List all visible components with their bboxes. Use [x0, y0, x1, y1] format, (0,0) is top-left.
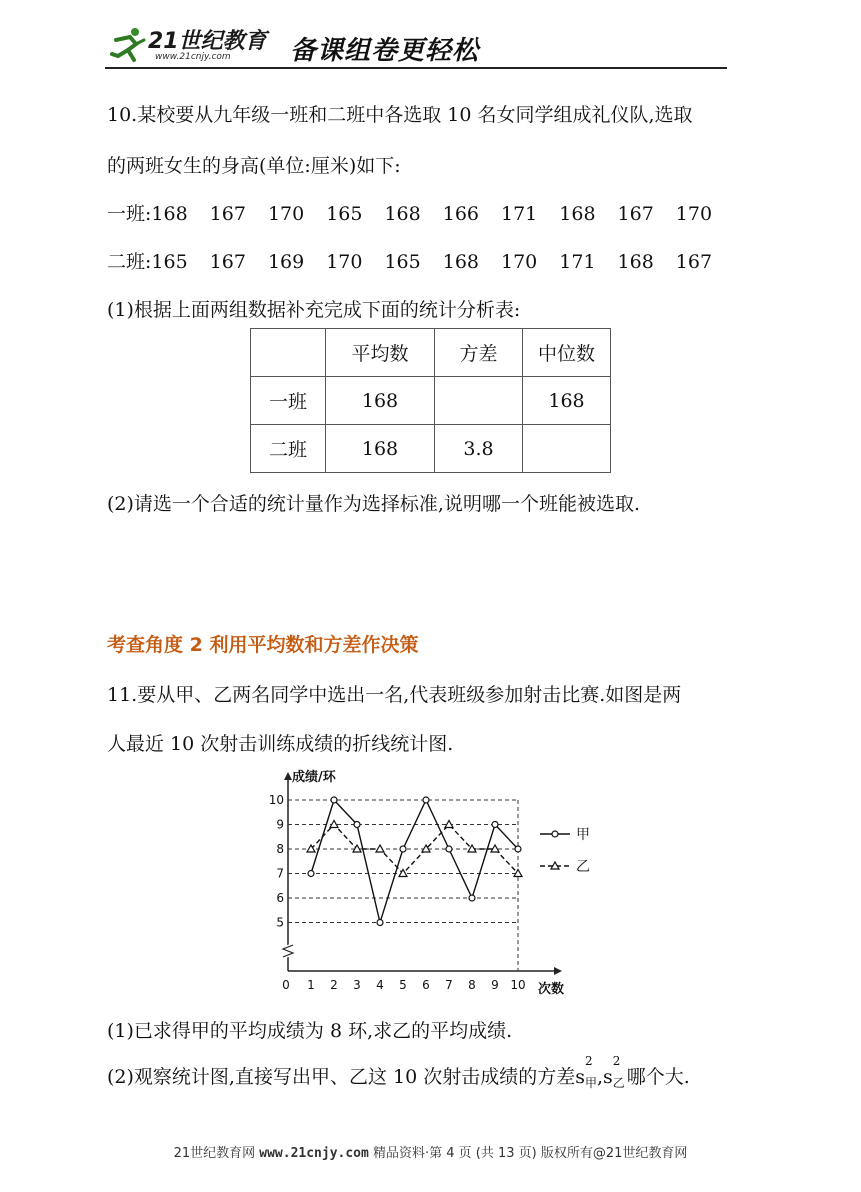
- superscript: 2: [584, 1054, 593, 1068]
- class1-label: 一班:: [107, 203, 152, 225]
- class1-heights: [107, 199, 734, 226]
- legend-label: 甲: [576, 827, 590, 843]
- table-cell: [435, 377, 523, 425]
- value: 170: [675, 203, 713, 225]
- value: 170: [326, 251, 363, 273]
- q10-part2: (2)请选一个合适的统计量作为选择标准,说明哪一个班能被选取.: [107, 493, 640, 515]
- x-axis-arrow: [554, 967, 562, 975]
- stats-table: [250, 328, 611, 473]
- data-point-jia: [308, 871, 314, 877]
- value: 165: [384, 251, 421, 273]
- slogan: 备课组卷更轻松: [290, 36, 480, 66]
- y-tick-label: 9: [276, 817, 284, 832]
- value: 168: [151, 203, 188, 225]
- table-cell: 168: [326, 377, 435, 425]
- value: 169: [267, 251, 305, 273]
- table-cell: 3.8: [435, 425, 523, 473]
- data-point-jia: [492, 822, 498, 828]
- q11-line1: 11.要从甲、乙两名同学中选出一名,代表班级参加射击比赛.如图是两: [107, 684, 682, 706]
- brand-name: 21世纪教育: [148, 29, 267, 54]
- value: 168: [617, 251, 654, 273]
- section-heading: 考查角度 2 利用平均数和方差作决策: [107, 634, 419, 656]
- q11-part1: (1)已求得甲的平均成绩为 8 环,求乙的平均成绩.: [107, 1020, 513, 1042]
- table-header-row: [251, 329, 611, 377]
- y-tick-label: 6: [276, 891, 284, 905]
- table-header-mean: 平均数: [326, 329, 435, 377]
- data-point-jia: [354, 822, 360, 828]
- data-point-jia: [446, 846, 452, 852]
- q11-line2: 人最近 10 次射击训练成绩的折线统计图.: [107, 733, 454, 755]
- table-cell: 168: [326, 425, 435, 473]
- q10-line2: 的两班女生的身高(单位:厘米)如下:: [107, 155, 401, 177]
- data-point-jia: [469, 895, 475, 901]
- value: 171: [501, 203, 538, 225]
- y-tick-label: 10: [268, 793, 284, 807]
- table-cell: 二班: [251, 425, 326, 473]
- x-tick-label: 7: [445, 978, 453, 992]
- table-header-variance: 方差: [435, 329, 523, 377]
- q11-part2-text: (2)观察统计图,直接写出甲、乙这 10 次射击成绩的方差s: [107, 1066, 585, 1088]
- data-point-jia: [423, 797, 429, 803]
- value: 167: [675, 251, 713, 273]
- data-point-jia: [515, 846, 521, 852]
- footer-prefix: 21世纪教育网: [173, 1146, 260, 1161]
- x-tick-label: 1: [307, 978, 315, 992]
- class2-label: 二班:: [107, 251, 152, 273]
- table-cell: 168: [523, 377, 611, 425]
- x-tick-label: 3: [353, 978, 361, 992]
- q11-part2-end: 哪个大.: [626, 1066, 690, 1088]
- footer-url[interactable]: www.21cnjy.com: [259, 1146, 369, 1161]
- value: 171: [559, 251, 596, 273]
- value: 168: [559, 203, 596, 225]
- data-point-jia: [377, 920, 383, 926]
- value: 168: [442, 251, 479, 273]
- legend-label: 乙: [576, 859, 590, 875]
- value: 167: [209, 251, 246, 273]
- x-tick-label: 8: [468, 978, 476, 992]
- value: 165: [151, 251, 188, 273]
- data-point-jia: [400, 846, 406, 852]
- value: 166: [442, 203, 479, 225]
- x-axis-title: 次数: [538, 982, 565, 997]
- table-header-median: 中位数: [523, 329, 611, 377]
- table-row: [251, 425, 611, 473]
- legend-marker: [552, 831, 558, 837]
- x-tick-label: 5: [399, 978, 407, 992]
- table-cell: [251, 329, 326, 377]
- runner-logo-icon: [108, 26, 148, 66]
- x-tick-label: 6: [422, 978, 430, 992]
- footer-suffix: 精品资料·第 4 页 (共 13 页) 版权所有@21世纪教育网: [368, 1146, 688, 1161]
- y-tick-label: 5: [276, 915, 284, 930]
- y-tick-label: 8: [276, 842, 284, 856]
- y-axis-arrow: [284, 772, 292, 780]
- value: 168: [384, 203, 421, 225]
- separator: ,s: [596, 1066, 613, 1088]
- table-cell: 一班: [251, 377, 326, 425]
- value: 170: [267, 203, 305, 225]
- q10-line1: 10.某校要从九年级一班和二班中各选取 10 名女同学组成礼仪队,选取: [107, 104, 693, 126]
- origin-label: 0: [282, 978, 290, 992]
- value: 170: [501, 251, 538, 273]
- superscript: 2: [612, 1054, 621, 1068]
- y-tick-label: 7: [276, 866, 284, 881]
- y-axis-title: 成绩/环: [292, 770, 336, 785]
- subscript-yi: 乙: [612, 1076, 625, 1090]
- x-tick-label: 2: [330, 978, 338, 992]
- x-tick-label: 4: [376, 978, 384, 992]
- brand-url[interactable]: www.21cnjy.com: [155, 52, 231, 62]
- value: 167: [209, 203, 246, 225]
- data-point-jia: [331, 797, 337, 803]
- table-cell: [523, 425, 611, 473]
- x-tick-label: 9: [491, 978, 499, 992]
- score-line-chart: [268, 768, 588, 998]
- page-footer: [0, 1142, 861, 1161]
- q11-part2: [107, 1054, 690, 1090]
- x-tick-label: 10: [510, 978, 526, 992]
- header-divider: [105, 67, 727, 69]
- value: 165: [326, 203, 363, 225]
- table-row: [251, 377, 611, 425]
- class2-heights: [107, 247, 734, 274]
- q10-part1: (1)根据上面两组数据补充完成下面的统计分析表:: [107, 299, 521, 321]
- subscript-jia: 甲: [584, 1076, 597, 1090]
- value: 167: [617, 203, 654, 225]
